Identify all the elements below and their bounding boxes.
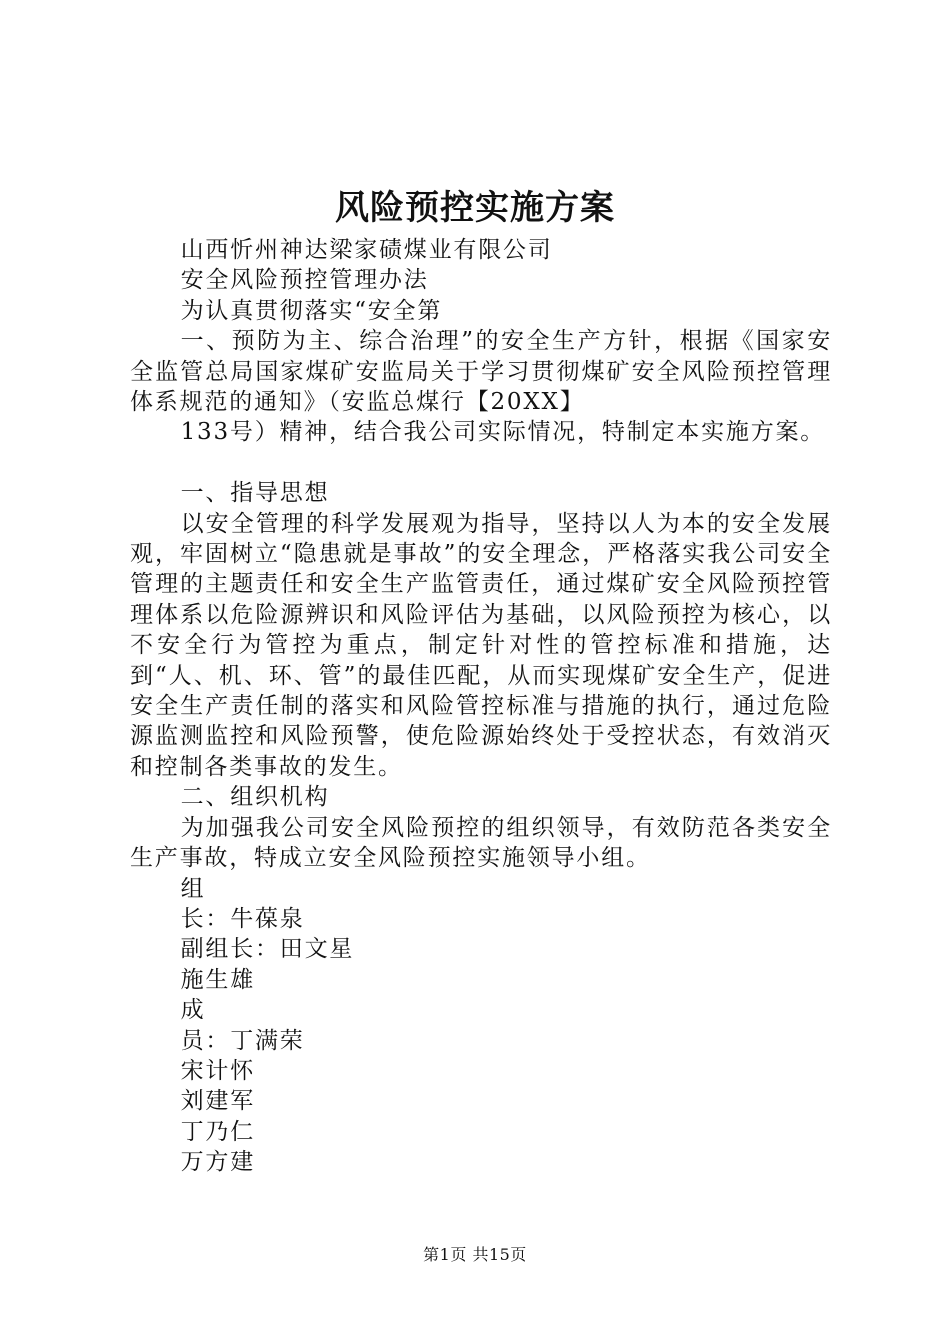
organization-paragraph: 为加强我公司安全风险预控的组织领导，有效防范各类安全生产事故，特成立安全风险预控实施领导小组。 bbox=[130, 814, 832, 872]
regulation-name: 安全风险预控管理办法 bbox=[180, 267, 429, 294]
section-heading-guiding-ideology: 一、指导思想 bbox=[180, 480, 330, 507]
deputy-leader: 副组长：田文星 bbox=[180, 936, 355, 963]
intro-paragraph: 一、预防为主、综合治理”的安全生产方针，根据《国家安全监管总局国家煤矿安监局关于学习贯彻煤矿安全风险预控管理体系规范的通知》（安监总煤行【20XX】 bbox=[130, 328, 832, 416]
guiding-ideology-paragraph: 以安全管理的科学发展观为指导，坚持以人为本的安全发展观，牢固树立“隐患就是事故”的安全理念，严格落实我公司安全管理的主题责任和安全生产监管责任，通过煤矿安全风险预控管理体系以危险源辨识和风险评估为基础，以风险预控为核心，以不安全行为管控为重点，制定针对性的管控标准和措施，达到“人、机、环、管”的最佳匹配，从而实现煤矿安全生产，促进安全生产责任制的落实和风险管控标准与措施的执行，通过危险源监测监控和风险预警，使危险源始终处于受控状态，有效消灭和控制各类事故的发生。 bbox=[130, 510, 832, 780]
company-name: 山西忻州神达梁家碛煤业有限公司 bbox=[180, 237, 553, 263]
deputy-leader-2: 施生雄 bbox=[180, 966, 255, 993]
member-3: 刘建军 bbox=[180, 1088, 255, 1115]
member-4: 丁乃仁 bbox=[180, 1118, 255, 1145]
member-2: 宋计怀 bbox=[180, 1057, 255, 1084]
document-title: 风险预控实施方案 bbox=[335, 188, 615, 228]
member-1: 员：丁满荣 bbox=[180, 1027, 305, 1054]
group-label-part1: 组 bbox=[180, 875, 206, 902]
member-label-part1: 成 bbox=[180, 997, 206, 1024]
member-5: 万方建 bbox=[180, 1149, 255, 1176]
document-body bbox=[130, 235, 832, 1178]
intro-paragraph-end: 133号）精神，结合我公司实际情况，特制定本实施方案。 bbox=[180, 419, 826, 446]
intro-line: 为认真贯彻落实“安全第 bbox=[180, 297, 443, 324]
page-footer: 第1页 共15页 bbox=[423, 1245, 527, 1264]
paragraph-spacer bbox=[130, 448, 832, 478]
group-leader: 长：牛葆泉 bbox=[180, 905, 305, 932]
section-heading-organization: 二、组织机构 bbox=[180, 784, 330, 811]
